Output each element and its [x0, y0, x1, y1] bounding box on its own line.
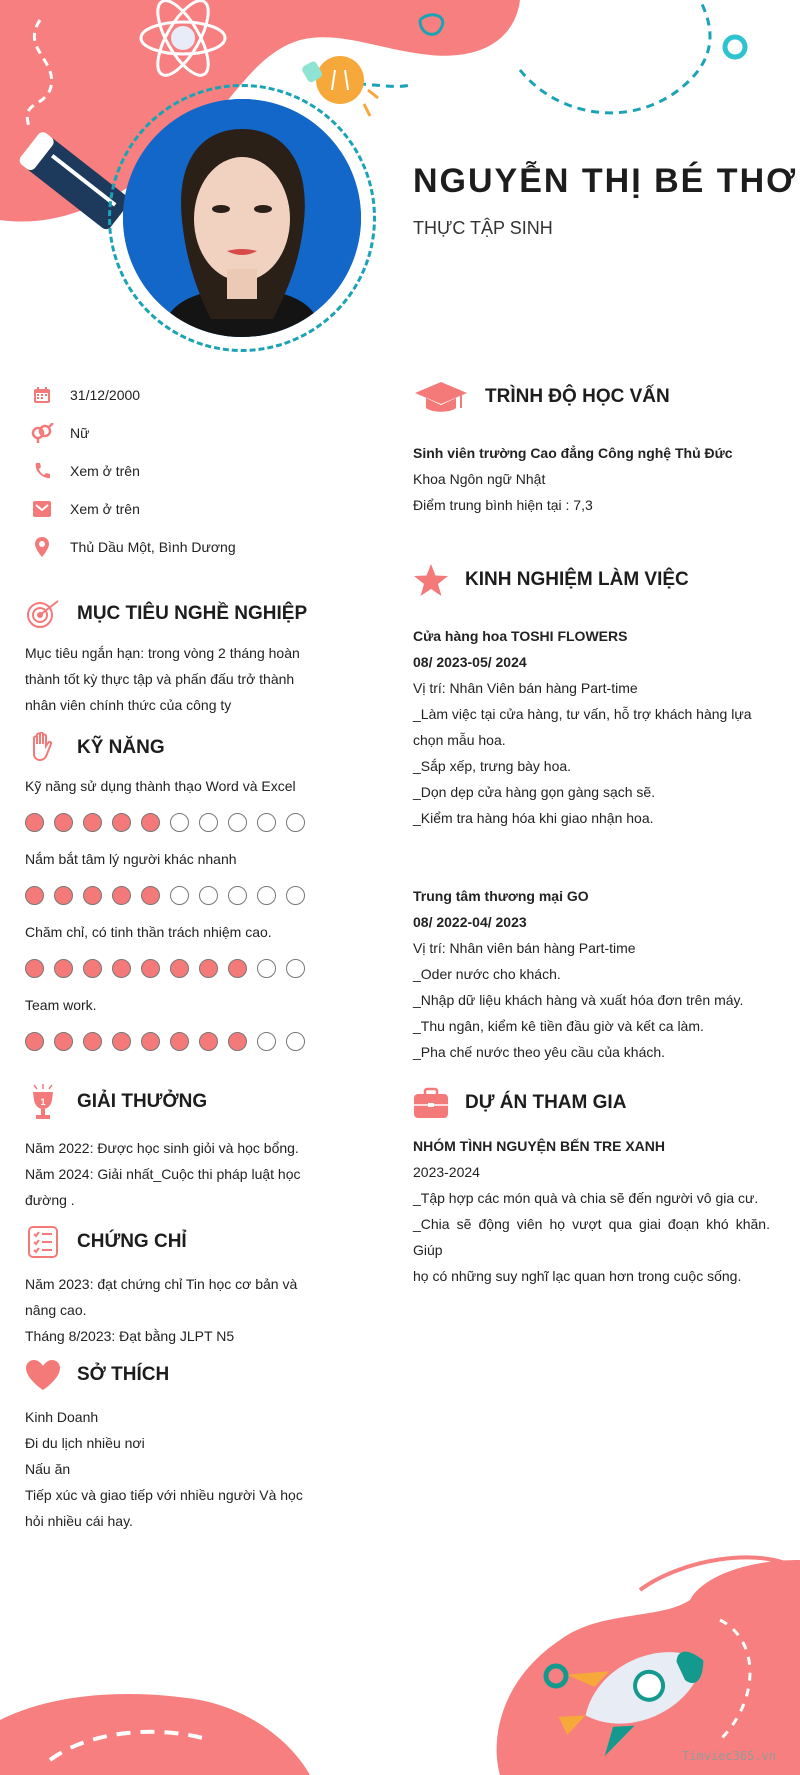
contact-dob: [30, 384, 140, 406]
checklist-icon: [25, 1225, 61, 1259]
section-title-text: DỰ ÁN THAM GIA: [465, 1092, 627, 1113]
rating-dot-filled: [141, 886, 160, 905]
rating-dot-filled: [25, 813, 44, 832]
contact-phone: [30, 460, 140, 482]
avatar-frame: [108, 84, 376, 352]
rating-dot-empty: [286, 886, 305, 905]
contact-address: [30, 536, 236, 558]
rating-dot-filled: [83, 1032, 102, 1051]
certificates-text: Năm 2023: đạt chứng chỉ Tin học cơ bản và nâng cao. Tháng 8/2023: Đạt bằng JLPT N5: [25, 1276, 298, 1344]
rating-dot-empty: [228, 886, 247, 905]
rating-dot-filled: [228, 1032, 247, 1051]
contact-gender: [30, 422, 89, 444]
rating-dot-empty: [170, 886, 189, 905]
skills-heading: [25, 731, 165, 765]
section-title-text: MỤC TIÊU NGHỀ NGHIỆP: [77, 603, 308, 624]
portrait-image: [123, 99, 361, 337]
hobbies-text: Kinh Doanh Đi du lịch nhiều nơi Nấu ăn Tiếp xúc và giao tiếp với nhiều người Và học hỏi nhiều cái hay.: [25, 1409, 303, 1529]
rating-dot-filled: [170, 959, 189, 978]
awards-text: Năm 2022: Được học sinh giỏi và học bổng. Năm 2024: Giải nhất_Cuộc thi pháp luật học đường .: [25, 1140, 301, 1208]
gender-icon: [30, 422, 54, 444]
hobbies-heading: [25, 1358, 169, 1392]
rating-dot-filled: [83, 813, 102, 832]
contact-text: 31/12/2000: [70, 387, 141, 403]
experience-job: Trung tâm thương mại GO 08/ 2022-04/ 2023 Vị trí: Nhân viên bán hàng Part-time _Oder nước cho khách. _Nhập dữ liệu khách hàng và xuất hóa đơn trên máy. _Thu ngân, kiểm kê tiền đầu giờ và kết ca làm. _Pha chế nước theo yêu cầu của khách.: [413, 888, 744, 1060]
education-text: Sinh viên trường Cao đẳng Công nghệ Thủ Đức Khoa Ngôn ngữ Nhật Điểm trung bình hiện tại : 7,3: [413, 445, 733, 513]
section-title-text: CHỨNG CHỈ: [77, 1231, 187, 1252]
experience-heading: [413, 563, 689, 597]
contact-text: Xem ở trên: [70, 501, 140, 517]
rating-dot-filled: [112, 813, 131, 832]
objective-text: Mục tiêu ngắn hạn: trong vòng 2 tháng hoàn thành tốt kỳ thực tập và phấn đấu trở thành nhân viên chính thức của công ty: [25, 645, 300, 713]
hand-icon: [25, 731, 61, 765]
education-heading: [413, 380, 670, 414]
objective-heading: [25, 597, 307, 631]
rating-dot-filled: [141, 1032, 160, 1051]
contact-text: Xem ở trên: [70, 463, 140, 479]
section-title-text: TRÌNH ĐỘ HỌC VẤN: [485, 386, 670, 407]
rating-dot-filled: [112, 1032, 131, 1051]
rating-dot-filled: [83, 959, 102, 978]
rating-dot-empty: [257, 813, 276, 832]
rating-dot-filled: [170, 1032, 189, 1051]
skill-rating: [25, 1032, 315, 1051]
section-title-text: KINH NGHIỆM LÀM VIỆC: [465, 569, 689, 590]
contact-text: Nữ: [70, 425, 90, 441]
project-text: NHÓM TÌNH NGUYỆN BẾN TRE XANH 2023-2024 _Tập hợp các món quà và chia sẽ đến người vô gia cư. _Chia sẽ động viên họ vượt qua giai đoạn khó khăn. Giúp họ có những suy nghĩ lạc quan hơn trong cuộc sống.: [413, 1138, 770, 1284]
heart-icon: [25, 1358, 61, 1392]
rating-dot-empty: [257, 1032, 276, 1051]
trophy-icon: [25, 1085, 61, 1119]
rating-dot-empty: [199, 813, 218, 832]
skill-name: Nắm bắt tâm lý người khác nhanh: [25, 851, 237, 867]
rating-dot-empty: [228, 813, 247, 832]
section-title-text: GIẢI THƯỞNG: [77, 1091, 208, 1112]
rating-dot-filled: [112, 959, 131, 978]
candidate-name: NGUYỄN THỊ BÉ THƠ: [413, 162, 798, 200]
rating-dot-filled: [141, 813, 160, 832]
certificates-heading: [25, 1225, 187, 1259]
briefcase-icon: [413, 1086, 449, 1120]
calendar-icon: [30, 384, 54, 406]
location-icon: [30, 536, 54, 558]
skill-rating: [25, 959, 315, 978]
rating-dot-filled: [83, 886, 102, 905]
rating-dot-filled: [25, 959, 44, 978]
section-title-text: KỸ NĂNG: [77, 737, 165, 758]
teal-ring: [725, 37, 745, 57]
rating-dot-empty: [170, 813, 189, 832]
rating-dot-filled: [25, 1032, 44, 1051]
awards-heading: [25, 1085, 207, 1119]
rating-dot-filled: [199, 1032, 218, 1051]
avatar: [123, 99, 361, 337]
projects-heading: [413, 1086, 626, 1120]
rating-dot-empty: [257, 959, 276, 978]
rating-dot-empty: [286, 813, 305, 832]
skill-rating: [25, 813, 315, 832]
rating-dot-filled: [112, 886, 131, 905]
rating-dot-empty: [286, 959, 305, 978]
skill-name: Chăm chỉ, có tinh thần trách nhiệm cao.: [25, 924, 272, 940]
teal-dashed-curve: [520, 0, 710, 113]
contact-email: [30, 498, 140, 520]
rating-dot-empty: [286, 1032, 305, 1051]
phone-icon: [30, 460, 54, 482]
rating-dot-empty: [199, 886, 218, 905]
experience-job: Cửa hàng hoa TOSHI FLOWERS 08/ 2023-05/ 2024 Vị trí: Nhân Viên bán hàng Part-time _Làm việc tại cửa hàng, tư vấn, hỗ trợ khách hàng lựa chọn mẫu hoa. _Sắp xếp, trưng bày hoa. _Dọn dẹp cửa hàng gọn gàng sạch sẽ. _Kiểm tra hàng hóa khi giao nhận hoa.: [413, 628, 752, 826]
skill-rating: [25, 886, 315, 905]
svg-text:1: 1: [40, 1097, 46, 1107]
rating-dot-filled: [54, 959, 73, 978]
graduation-cap-icon: [413, 380, 469, 414]
target-icon: [25, 597, 61, 631]
rating-dot-filled: [54, 886, 73, 905]
skill-name: Team work.: [25, 997, 97, 1013]
section-title-text: SỞ THÍCH: [77, 1364, 170, 1385]
rating-dot-filled: [141, 959, 160, 978]
rating-dot-filled: [25, 886, 44, 905]
rating-dot-filled: [54, 813, 73, 832]
rating-dot-filled: [54, 1032, 73, 1051]
watermark: Timviec365.vn: [682, 1749, 776, 1763]
rating-dot-filled: [228, 959, 247, 978]
email-icon: [30, 498, 54, 520]
rating-dot-empty: [257, 886, 276, 905]
contact-text: Thủ Dầu Một, Bình Dương: [70, 539, 236, 555]
skill-name: Kỹ năng sử dụng thành thạo Word và Excel: [25, 778, 296, 794]
rating-dot-filled: [199, 959, 218, 978]
bottom-left-blob: [0, 1694, 310, 1775]
star-icon: [413, 563, 449, 597]
candidate-position: THỰC TẬP SINH: [413, 218, 553, 238]
